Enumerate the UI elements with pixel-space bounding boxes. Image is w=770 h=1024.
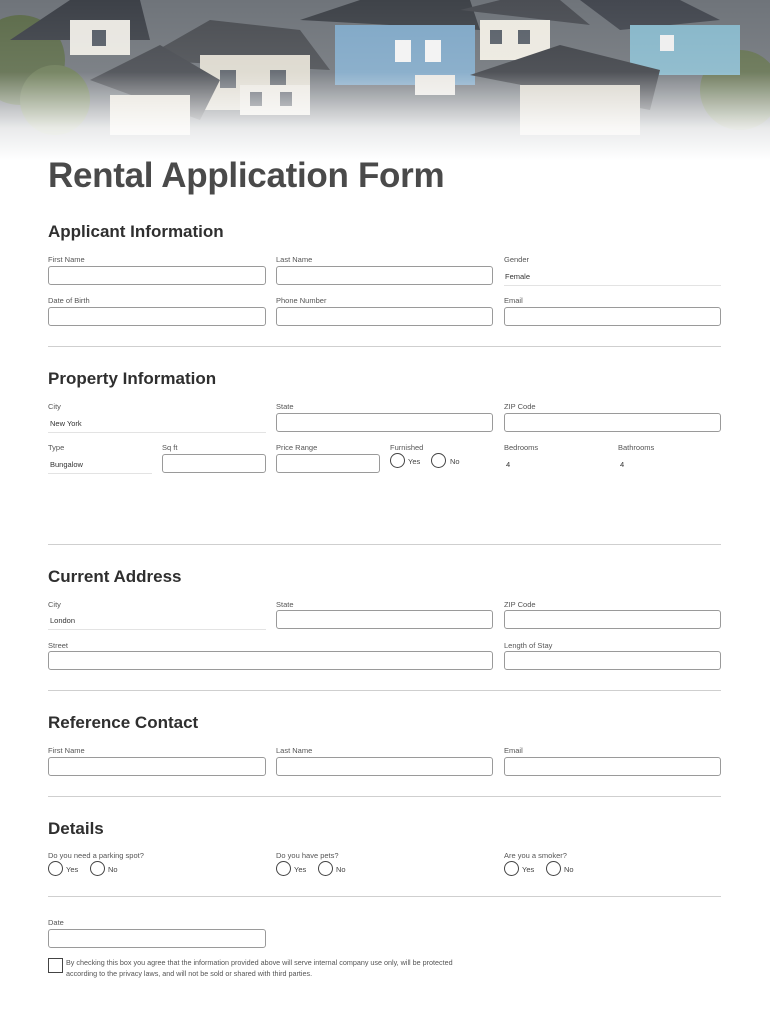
date-label: Date: [48, 918, 64, 927]
furnished-no-radio[interactable]: [431, 453, 446, 468]
reference-last-name-input[interactable]: [276, 757, 493, 776]
address-zip-input[interactable]: [504, 610, 721, 629]
section-heading-current-address: Current Address: [48, 567, 182, 586]
property-city-label: City: [48, 402, 61, 411]
gender-underline: [504, 285, 721, 286]
phone-input[interactable]: [276, 307, 493, 326]
street-input[interactable]: [48, 651, 493, 670]
reference-email-label: Email: [504, 746, 523, 755]
divider: [48, 896, 721, 897]
parking-no-radio[interactable]: [90, 861, 105, 876]
length-of-stay-label: Length of Stay: [504, 641, 553, 650]
dob-label: Date of Birth: [48, 296, 90, 305]
smoker-no-radio[interactable]: [546, 861, 561, 876]
address-state-label: State: [276, 600, 294, 609]
last-name-input[interactable]: [276, 266, 493, 285]
consent-text-line-2: according to the privacy laws, and will not be sold or shared with third parties.: [66, 968, 313, 978]
sqft-input[interactable]: [162, 454, 266, 473]
divider: [48, 544, 721, 545]
consent-text: [66, 958, 496, 979]
last-name-label: Last Name: [276, 255, 313, 264]
street-label: Street: [48, 641, 69, 650]
header-image: [0, 0, 770, 160]
price-range-label: Price Range: [276, 443, 318, 452]
parking-no-label: No: [108, 865, 118, 874]
consent-checkbox[interactable]: [48, 958, 63, 973]
furnished-yes-radio[interactable]: [390, 453, 405, 468]
reference-first-name-label: First Name: [48, 746, 85, 755]
gender-value[interactable]: Female: [505, 272, 531, 281]
smoker-label: Are you a smoker?: [504, 851, 567, 860]
section-heading-reference: Reference Contact: [48, 713, 199, 732]
type-value[interactable]: Bungalow: [50, 460, 83, 469]
address-city-label: City: [48, 600, 61, 609]
consent-text-line-1: By checking this box you agree that the information provided above will serve internal company use only, will be protected: [66, 958, 453, 967]
email-input[interactable]: [504, 307, 721, 326]
pets-no-label: No: [336, 865, 346, 874]
bedrooms-label: Bedrooms: [504, 443, 539, 452]
smoker-yes-label: Yes: [522, 865, 535, 874]
length-of-stay-input[interactable]: [504, 651, 721, 670]
furnished-label: Furnished: [390, 443, 424, 452]
pets-yes-radio[interactable]: [276, 861, 291, 876]
first-name-label: First Name: [48, 255, 85, 264]
reference-last-name-label: Last Name: [276, 746, 313, 755]
furnished-yes-label: Yes: [408, 457, 421, 466]
property-state-input[interactable]: [276, 413, 493, 432]
pets-yes-label: Yes: [294, 865, 307, 874]
section-heading-property: Property Information: [48, 369, 217, 388]
address-state-input[interactable]: [276, 610, 493, 629]
houses-illustration: [0, 0, 770, 160]
phone-label: Phone Number: [276, 296, 327, 305]
pets-no-radio[interactable]: [318, 861, 333, 876]
type-label: Type: [48, 443, 65, 452]
property-zip-input[interactable]: [504, 413, 721, 432]
bathrooms-value[interactable]: 4: [620, 460, 625, 469]
divider: [48, 796, 721, 797]
furnished-no-label: No: [450, 457, 460, 466]
smoker-no-label: No: [564, 865, 574, 874]
price-range-input[interactable]: [276, 454, 380, 473]
smoker-yes-radio[interactable]: [504, 861, 519, 876]
divider: [48, 690, 721, 691]
address-city-underline: [48, 629, 266, 630]
pets-label: Do you have pets?: [276, 851, 339, 860]
reference-first-name-input[interactable]: [48, 757, 266, 776]
type-underline: [48, 473, 152, 474]
property-state-label: State: [276, 402, 294, 411]
property-zip-label: ZIP Code: [504, 402, 536, 411]
date-input[interactable]: [48, 929, 266, 948]
bedrooms-value[interactable]: 4: [506, 460, 511, 469]
section-heading-applicant: Applicant Information: [48, 222, 224, 241]
parking-yes-radio[interactable]: [48, 861, 63, 876]
section-heading-details: Details: [48, 819, 104, 838]
gender-label: Gender: [504, 255, 530, 264]
page-title: Rental Application Form: [48, 156, 445, 195]
divider: [48, 346, 721, 347]
address-zip-label: ZIP Code: [504, 600, 536, 609]
bathrooms-label: Bathrooms: [618, 443, 655, 452]
dob-input[interactable]: [48, 307, 266, 326]
property-city-underline: [48, 432, 266, 433]
parking-yes-label: Yes: [66, 865, 79, 874]
address-city-value[interactable]: London: [50, 616, 76, 625]
reference-email-input[interactable]: [504, 757, 721, 776]
first-name-input[interactable]: [48, 266, 266, 285]
parking-label: Do you need a parking spot?: [48, 851, 144, 860]
property-city-value[interactable]: New York: [50, 419, 82, 428]
sqft-label: Sq ft: [162, 443, 178, 452]
email-label: Email: [504, 296, 523, 305]
